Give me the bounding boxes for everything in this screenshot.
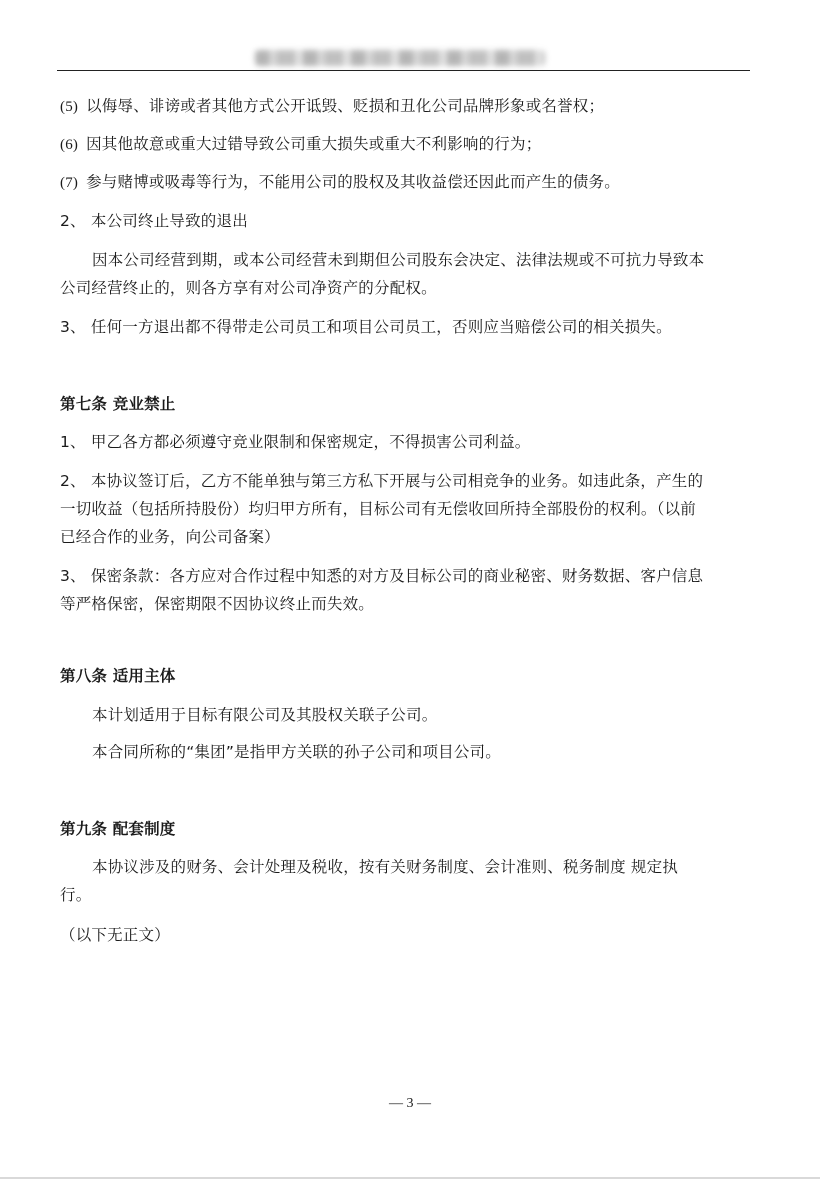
article-8-paragraph-1: 本计划适用于目标有限公司及其股权关联子公司。 <box>92 706 438 724</box>
page-number: — 3 — <box>389 1096 431 1111</box>
article-9-paragraph-line-2: 行。 <box>60 886 92 904</box>
article-7-clause-2-line-2: 一切收益（包括所持股份）均归甲方所有，目标公司有无偿收回所持全部股份的权利。（以前 <box>60 500 696 518</box>
list-item-7 <box>60 172 620 193</box>
list-item-5 <box>60 96 604 117</box>
header-divider <box>57 70 750 71</box>
article-7-clause-3-line-2: 等严格保密，保密期限不因协议终止而失效。 <box>60 595 375 613</box>
article-7-clause-3-line-1: 3、 保密条款：各方应对合作过程中知悉的对方及目标公司的商业秘密、财务数据、客户信息 <box>60 567 704 585</box>
list-number: (5) <box>60 99 79 115</box>
exit-paragraph-line-2: 公司经营终止的，则各方享有对公司净资产的分配权。 <box>60 279 437 297</box>
list-text: 因其他故意或重大过错导致公司重大损失或重大不利影响的行为； <box>86 135 542 153</box>
list-number: (7) <box>60 175 79 191</box>
blurred-running-head <box>255 50 545 66</box>
list-text: 以侮辱、诽谤或者其他方式公开诋毁、贬损和丑化公司品牌形象或名誉权； <box>86 97 605 115</box>
article-7-clause-2-line-3: 已经合作的业务，向公司备案） <box>60 528 280 546</box>
page-bottom-edge <box>0 1177 820 1179</box>
article-8-title: 第八条 适用主体 <box>60 667 176 685</box>
article-9-paragraph-line-1: 本协议涉及的财务、会计处理及税收，按有关财务制度、会计准则、税务制度 规定执 <box>92 858 679 876</box>
article-7-clause-2-line-1: 2、 本协议签订后，乙方不能单独与第三方私下开展与公司相竞争的业务。如违此条，产生的 <box>60 472 704 490</box>
list-item-6 <box>60 134 541 155</box>
article-8-paragraph-2: 本合同所称的“集团”是指甲方关联的孙子公司和项目公司。 <box>92 743 501 761</box>
exit-item-3: 3、 任何一方退出都不得带走公司员工和项目公司员工，否则应当赔偿公司的相关损失。 <box>60 318 672 336</box>
list-text: 参与赌博或吸毒等行为，不能用公司的股权及其收益偿还因此而产生的债务。 <box>86 173 620 191</box>
article-9-title: 第九条 配套制度 <box>60 820 176 838</box>
list-number: (6) <box>60 137 79 153</box>
article-7-title: 第七条 竞业禁止 <box>60 395 176 413</box>
closing-note: （以下无正文） <box>60 926 170 944</box>
exit-paragraph-line-1: 因本公司经营到期，或本公司经营未到期但公司股东会决定、法律法规或不可抗力导致本 <box>92 251 705 269</box>
exit-subheading: 2、 本公司终止导致的退出 <box>60 212 248 230</box>
article-7-clause-1: 1、 甲乙各方都必须遵守竞业限制和保密规定，不得损害公司利益。 <box>60 433 531 451</box>
